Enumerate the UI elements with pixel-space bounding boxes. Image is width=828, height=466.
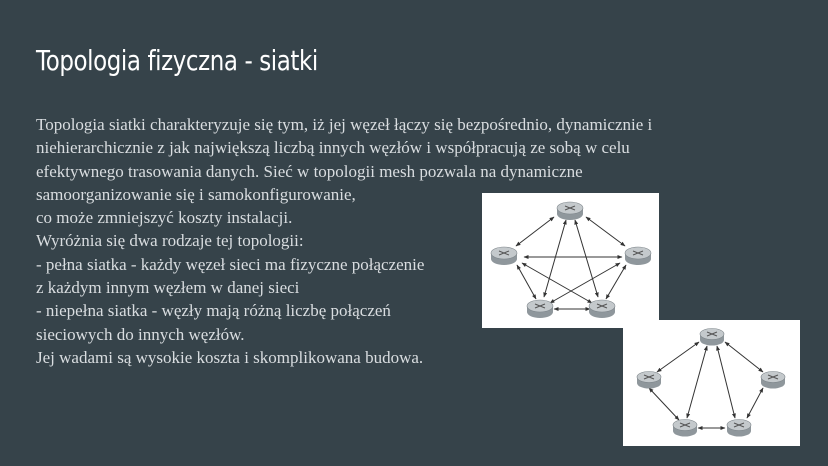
router-icon [557,202,583,220]
partial-mesh-diagram [623,320,800,446]
router-icon [673,420,697,437]
body-line: sieciowych do innych węzłów. [36,324,245,344]
router-icon [625,247,651,265]
body-line: co może zmniejszyć koszty instalacji. [36,208,293,228]
body-line: z każdym innym węzłem w danej sieci [36,278,300,298]
router-icon [727,420,751,437]
router-icon [491,247,517,265]
body-line: efektywnego trasowania danych. Sieć w topologii mesh pozwala na dynamiczne [36,161,583,181]
router-icon [761,372,785,389]
router-icon [637,372,661,389]
router-icon [527,300,553,318]
full-mesh-svg [482,193,659,328]
router-icon [700,329,724,346]
body-line: samoorganizowanie się i samokonfigurowanie, [36,184,356,204]
body-line: Jej wadami są wysokie koszta i skomplikowana budowa. [36,347,424,367]
router-icon [589,300,615,318]
body-line: Topologia siatki charakteryzuje się tym, iż jej węzeł łączy się bezpośrednio, dynamicznie i [36,115,653,134]
body-line: - pełna siatka - każdy węzeł sieci ma fizyczne połączenie [36,254,425,274]
partial-mesh-svg [623,320,800,446]
body-line: Wyróżnia się dwa rodzaje tej topologii: [36,231,304,251]
full-mesh-diagram [482,193,659,328]
body-line: niehierarchicznie z jak największą liczbą innych węzłów i współpracują ze sobą w celu [36,138,630,158]
body-line: - niepełna siatka - węzły mają różną liczbę połączeń [36,301,391,321]
slide-title: Topologia fizyczna - siatki [36,44,318,77]
